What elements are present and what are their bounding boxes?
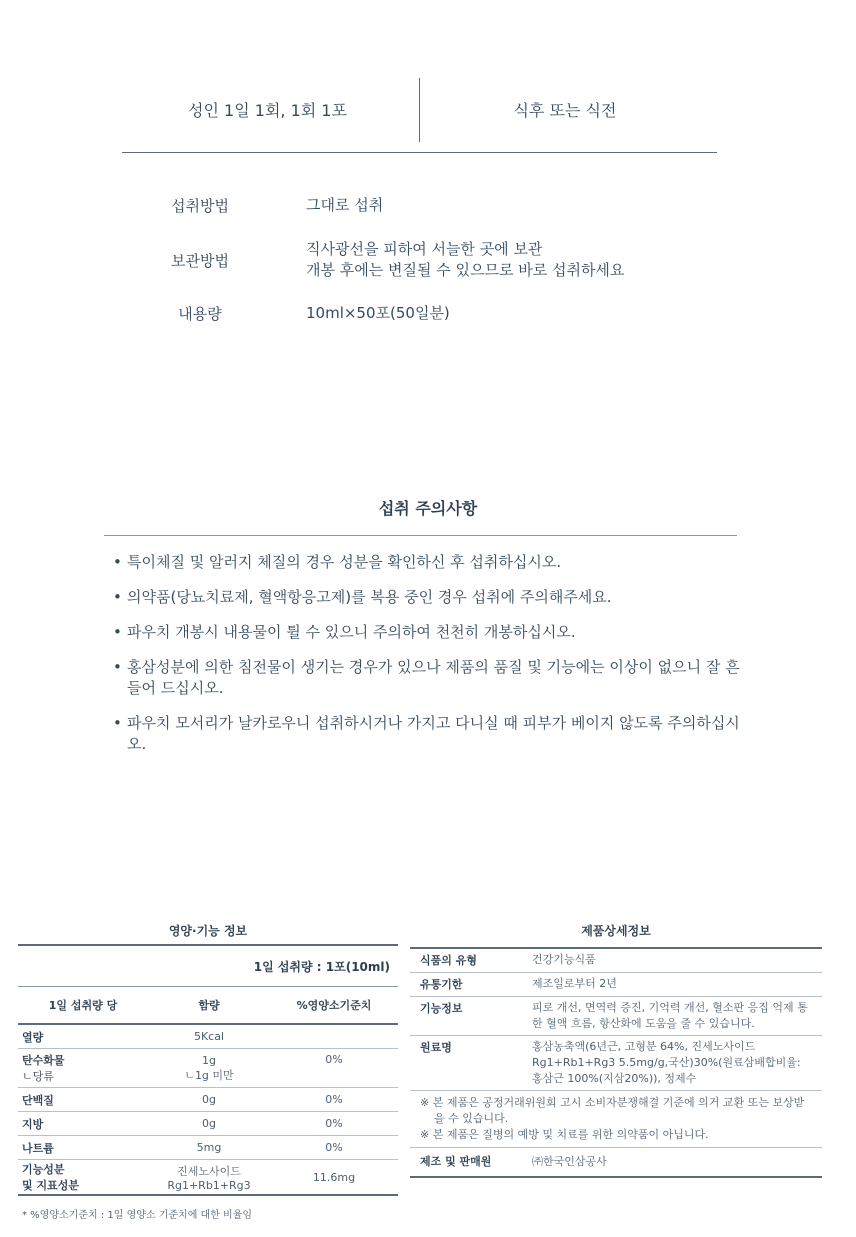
precautions-title: 섭취 주의사항 (378, 499, 478, 518)
nutrient-amount: 5mg (148, 1136, 270, 1160)
table-row (410, 1148, 822, 1178)
nutrient-percent: 0% (270, 1136, 398, 1160)
column-header: 1일 섭취량 당 (18, 987, 148, 1025)
content-amount-label: 내용량 (178, 305, 222, 323)
detail-value: 제조일로부터 2년 (526, 973, 822, 997)
detail-value: ㈜한국인삼공사 (526, 1148, 822, 1178)
detail-value: 홍삼농축액(6년근, 고형분 64%, 진세노사이드 Rg1+Rb1+Rg3 5.5mg/g,국산)30%(원료삼배합비율: 홍삼근 100%(지삼20%)), 정제수 (526, 1036, 822, 1091)
nutrition-title: 영양·기능 정보 (168, 924, 248, 938)
precaution-text: 파우치 개봉시 내용물이 튈 수 있으니 주의하여 천천히 개봉하십시오. (127, 623, 576, 641)
storage-line-2: 개봉 후에는 변질될 수 있으므로 바로 섭취하세요 (306, 261, 625, 279)
precaution-text: 의약품(당뇨치료제, 혈액항응고제)를 복용 중인 경우 섭취에 주의해주세요. (127, 588, 612, 606)
bullet-icon: • (113, 623, 122, 641)
detail-label: 원료명 (410, 1036, 526, 1091)
table-row (18, 1136, 398, 1160)
detail-label: 유통기한 (410, 973, 526, 997)
detail-label: 제조 및 판매원 (410, 1148, 526, 1178)
serving-size: 1일 섭취량 : 1포(10ml) (18, 945, 398, 987)
nutrient-amount (148, 1160, 270, 1196)
nutrient-name-sub: 및 지표성분 (22, 1179, 79, 1192)
bullet-icon: • (113, 714, 122, 732)
nutrient-amount-sub: ㄴ1g 미만 (184, 1068, 234, 1082)
list-item (113, 622, 743, 643)
precaution-text: 특이체질 및 알러지 체질의 경우 성분을 확인하신 후 섭취하십시오. (127, 553, 562, 571)
table-row (18, 1024, 398, 1049)
bullet-icon: • (113, 658, 122, 676)
nutrition-footnote: * %영양소기준치 : 1일 영양소 기준치에 대한 비율임 (22, 1210, 253, 1221)
nutrient-name: 열량 (18, 1024, 148, 1049)
nutrient-percent (270, 1024, 398, 1049)
table-row (18, 1049, 398, 1088)
storage-line-1: 직사광선을 피하여 서늘한 곳에 보관 (306, 240, 543, 258)
detail-notes (410, 1091, 822, 1148)
table-row (18, 945, 398, 987)
precautions-divider (104, 535, 737, 536)
product-detail-table (410, 947, 822, 1178)
detail-label: 식품의 유형 (410, 948, 526, 973)
list-item (113, 713, 743, 755)
table-row (410, 1091, 822, 1148)
precaution-text: 홍삼성분에 의한 침전물이 생기는 경우가 있으나 제품의 품질 및 기능에는 이상이 없으니 잘 흔들어 드십시오. (127, 658, 740, 697)
nutrient-name-sub: ㄴ당류 (22, 1070, 54, 1083)
detail-value: 피로 개선, 면역력 증진, 기억력 개선, 혈소판 응집 억제 통한 혈액 흐름, 항산화에 도움을 줄 수 있습니다. (526, 997, 822, 1036)
table-row (18, 1088, 398, 1112)
table-row (18, 1112, 398, 1136)
detail-note: ※ 본 제품은 질병의 예방 및 치료를 위한 의약품이 아닙니다. (420, 1128, 709, 1141)
precautions-list (113, 552, 743, 769)
table-row (410, 997, 822, 1036)
precaution-text: 파우치 모서리가 날카로우니 섭취하시거나 가지고 다니실 때 피부가 베이지 않도록 주의하십시오. (127, 714, 740, 753)
content-amount-value (306, 303, 450, 324)
storage-method-value (306, 239, 624, 281)
bullet-icon: • (113, 553, 122, 571)
nutrient-name (18, 1049, 148, 1088)
column-header: 함량 (148, 987, 270, 1025)
product-detail-title: 제품상세정보 (581, 924, 651, 938)
list-item (113, 587, 743, 608)
nutrient-amount (148, 1049, 270, 1088)
nutrition-table (18, 944, 398, 1196)
nutrient-amount-main: 1g (202, 1053, 216, 1067)
table-row (410, 1036, 822, 1091)
table-row (410, 973, 822, 997)
usage-method-line: 그대로 섭취 (306, 196, 384, 214)
nutrient-name: 지방 (18, 1112, 148, 1136)
table-header-row (18, 987, 398, 1025)
bullet-icon: • (113, 588, 122, 606)
nutrient-name-main: 탄수화물 (22, 1054, 65, 1067)
nutrient-amount-sub: Rg1+Rb1+Rg3 (167, 1178, 251, 1192)
detail-note: ※ 본 제품은 공정거래위원회 고시 소비자분쟁해결 기준에 의거 교환 또는 보상받을 수 있습니다. (420, 1096, 805, 1125)
nutrient-percent: 0% (270, 1049, 398, 1088)
dosage-underline (122, 152, 717, 153)
content-amount-line: 10ml×50포(50일분) (306, 304, 450, 322)
dosage-timing: 식후 또는 식전 (513, 101, 617, 120)
column-header: %영양소기준치 (270, 987, 398, 1025)
list-item (113, 657, 743, 699)
nutrient-amount: 0g (148, 1112, 270, 1136)
usage-method-label: 섭취방법 (171, 197, 229, 215)
detail-label: 기능정보 (410, 997, 526, 1036)
dosage-amount: 성인 1일 1회, 1회 1포 (188, 101, 347, 120)
nutrient-name-main: 기능성분 (22, 1163, 65, 1176)
usage-method-value (306, 195, 383, 216)
list-item (113, 552, 743, 573)
storage-method-label: 보관방법 (171, 252, 229, 270)
nutrient-percent: 0% (270, 1112, 398, 1136)
nutrient-percent: 0% (270, 1088, 398, 1112)
nutrient-name: 단백질 (18, 1088, 148, 1112)
dosage-divider (419, 78, 420, 142)
nutrient-amount: 0g (148, 1088, 270, 1112)
nutrient-amount-main: 진세노사이드 (177, 1164, 241, 1178)
table-row (18, 1160, 398, 1196)
table-row (410, 948, 822, 973)
nutrient-name: 나트륨 (18, 1136, 148, 1160)
detail-value: 건강기능식품 (526, 948, 822, 973)
nutrient-amount: 5Kcal (148, 1024, 270, 1049)
nutrient-name (18, 1160, 148, 1196)
nutrient-percent: 11.6mg (270, 1160, 398, 1196)
